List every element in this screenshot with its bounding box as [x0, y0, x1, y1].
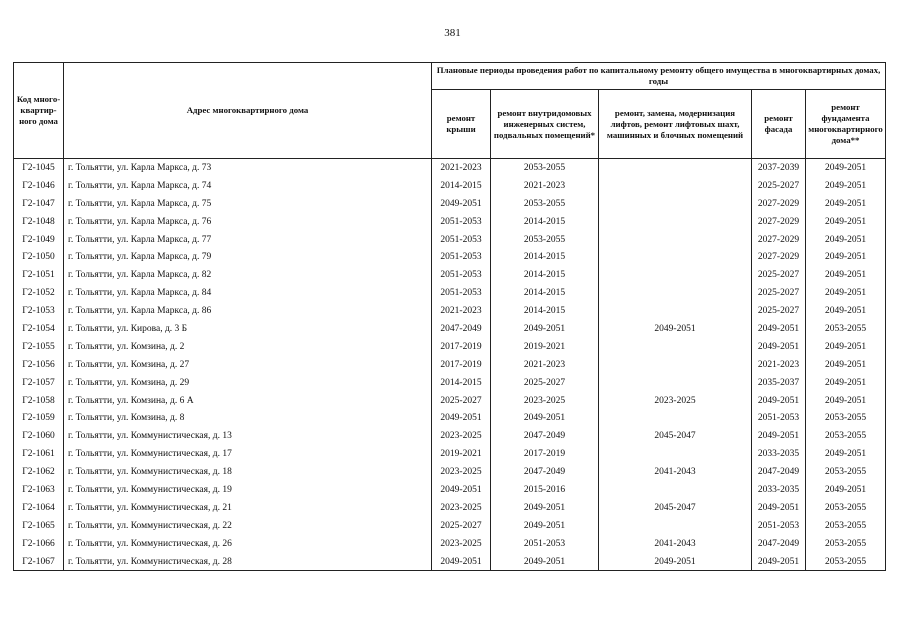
cell-roof: 2049-2051	[432, 553, 491, 571]
cell-facade: 2049-2051	[752, 320, 806, 338]
cell-code: Г2-1062	[14, 463, 64, 481]
cell-foundation: 2049-2051	[806, 248, 886, 266]
cell-elevators	[599, 481, 752, 499]
cell-roof: 2051-2053	[432, 266, 491, 284]
table-row	[14, 231, 886, 249]
table-row	[14, 499, 886, 517]
cell-engineering: 2021-2023	[491, 177, 599, 195]
table-row	[14, 517, 886, 535]
cell-elevators: 2041-2043	[599, 535, 752, 553]
cell-roof: 2025-2027	[432, 517, 491, 535]
cell-elevators	[599, 284, 752, 302]
cell-address: г. Тольятти, ул. Карла Маркса, д. 77	[64, 231, 432, 249]
cell-elevators: 2045-2047	[599, 499, 752, 517]
cell-roof: 2014-2015	[432, 374, 491, 392]
table-body	[14, 159, 886, 571]
cell-elevators	[599, 159, 752, 177]
cell-code: Г2-1059	[14, 409, 64, 427]
cell-roof: 2019-2021	[432, 445, 491, 463]
table-row	[14, 177, 886, 195]
cell-foundation: 2049-2051	[806, 338, 886, 356]
cell-facade: 2049-2051	[752, 499, 806, 517]
cell-elevators	[599, 213, 752, 231]
cell-foundation: 2053-2055	[806, 499, 886, 517]
cell-code: Г2-1050	[14, 248, 64, 266]
cell-foundation: 2049-2051	[806, 177, 886, 195]
cell-code: Г2-1064	[14, 499, 64, 517]
cell-elevators	[599, 338, 752, 356]
cell-facade: 2025-2027	[752, 177, 806, 195]
cell-engineering: 2017-2019	[491, 445, 599, 463]
table-row	[14, 320, 886, 338]
cell-facade: 2025-2027	[752, 266, 806, 284]
cell-foundation: 2053-2055	[806, 463, 886, 481]
cell-facade: 2033-2035	[752, 445, 806, 463]
cell-facade: 2047-2049	[752, 535, 806, 553]
cell-code: Г2-1046	[14, 177, 64, 195]
cell-elevators	[599, 248, 752, 266]
cell-engineering: 2053-2055	[491, 231, 599, 249]
cell-facade: 2035-2037	[752, 374, 806, 392]
cell-engineering: 2014-2015	[491, 284, 599, 302]
table-row	[14, 248, 886, 266]
cell-engineering: 2047-2049	[491, 463, 599, 481]
cell-roof: 2049-2051	[432, 481, 491, 499]
cell-address: г. Тольятти, ул. Коммунистическая, д. 28	[64, 553, 432, 571]
cell-roof: 2025-2027	[432, 392, 491, 410]
cell-address: г. Тольятти, ул. Карла Маркса, д. 74	[64, 177, 432, 195]
cell-roof: 2051-2053	[432, 248, 491, 266]
cell-code: Г2-1048	[14, 213, 64, 231]
cell-address: г. Тольятти, ул. Карла Маркса, д. 79	[64, 248, 432, 266]
cell-elevators	[599, 195, 752, 213]
cell-engineering: 2014-2015	[491, 302, 599, 320]
table-row	[14, 445, 886, 463]
cell-engineering: 2053-2055	[491, 195, 599, 213]
header-code: Код много-квартир-ного дома	[14, 63, 64, 159]
cell-elevators	[599, 517, 752, 535]
cell-code: Г2-1045	[14, 159, 64, 177]
cell-engineering: 2051-2053	[491, 535, 599, 553]
cell-roof: 2051-2053	[432, 231, 491, 249]
cell-address: г. Тольятти, ул. Коммунистическая, д. 26	[64, 535, 432, 553]
cell-elevators: 2045-2047	[599, 427, 752, 445]
cell-code: Г2-1052	[14, 284, 64, 302]
cell-roof: 2051-2053	[432, 213, 491, 231]
cell-code: Г2-1058	[14, 392, 64, 410]
cell-foundation: 2053-2055	[806, 409, 886, 427]
cell-address: г. Тольятти, ул. Комзина, д. 29	[64, 374, 432, 392]
cell-code: Г2-1055	[14, 338, 64, 356]
cell-facade: 2027-2029	[752, 213, 806, 231]
cell-roof: 2014-2015	[432, 177, 491, 195]
header-address: Адрес многоквартирного дома	[64, 63, 432, 159]
cell-code: Г2-1057	[14, 374, 64, 392]
cell-facade: 2049-2051	[752, 392, 806, 410]
cell-foundation: 2049-2051	[806, 213, 886, 231]
cell-roof: 2023-2025	[432, 427, 491, 445]
cell-address: г. Тольятти, ул. Коммунистическая, д. 21	[64, 499, 432, 517]
cell-foundation: 2049-2051	[806, 302, 886, 320]
cell-address: г. Тольятти, ул. Кирова, д. 3 Б	[64, 320, 432, 338]
cell-facade: 2033-2035	[752, 481, 806, 499]
cell-address: г. Тольятти, ул. Карла Маркса, д. 75	[64, 195, 432, 213]
cell-address: г. Тольятти, ул. Карла Маркса, д. 84	[64, 284, 432, 302]
cell-address: г. Тольятти, ул. Коммунистическая, д. 22	[64, 517, 432, 535]
cell-engineering: 2019-2021	[491, 338, 599, 356]
cell-code: Г2-1061	[14, 445, 64, 463]
cell-foundation: 2053-2055	[806, 553, 886, 571]
cell-facade: 2025-2027	[752, 302, 806, 320]
cell-engineering: 2023-2025	[491, 392, 599, 410]
table-row	[14, 553, 886, 571]
table-row	[14, 409, 886, 427]
cell-roof: 2023-2025	[432, 499, 491, 517]
cell-code: Г2-1053	[14, 302, 64, 320]
cell-elevators: 2023-2025	[599, 392, 752, 410]
cell-roof: 2047-2049	[432, 320, 491, 338]
cell-facade: 2027-2029	[752, 248, 806, 266]
table-row	[14, 338, 886, 356]
table-row	[14, 427, 886, 445]
table-row	[14, 374, 886, 392]
cell-roof: 2021-2023	[432, 159, 491, 177]
table-row	[14, 284, 886, 302]
table-row	[14, 356, 886, 374]
cell-engineering: 2049-2051	[491, 320, 599, 338]
table-row	[14, 302, 886, 320]
cell-engineering: 2025-2027	[491, 374, 599, 392]
table-row	[14, 463, 886, 481]
table-row	[14, 535, 886, 553]
cell-roof: 2049-2051	[432, 409, 491, 427]
cell-foundation: 2049-2051	[806, 266, 886, 284]
cell-roof: 2023-2025	[432, 535, 491, 553]
cell-roof: 2017-2019	[432, 356, 491, 374]
cell-facade: 2047-2049	[752, 463, 806, 481]
table-row	[14, 213, 886, 231]
cell-code: Г2-1065	[14, 517, 64, 535]
cell-elevators	[599, 356, 752, 374]
cell-facade: 2049-2051	[752, 427, 806, 445]
cell-foundation: 2053-2055	[806, 427, 886, 445]
page-number: 381	[444, 27, 461, 39]
cell-roof: 2051-2053	[432, 284, 491, 302]
table-row	[14, 481, 886, 499]
cell-address: г. Тольятти, ул. Комзина, д. 6 А	[64, 392, 432, 410]
cell-facade: 2021-2023	[752, 356, 806, 374]
cell-foundation: 2049-2051	[806, 159, 886, 177]
cell-code: Г2-1047	[14, 195, 64, 213]
cell-foundation: 2053-2055	[806, 517, 886, 535]
cell-elevators	[599, 409, 752, 427]
cell-foundation: 2049-2051	[806, 284, 886, 302]
cell-address: г. Тольятти, ул. Карла Маркса, д. 82	[64, 266, 432, 284]
cell-address: г. Тольятти, ул. Коммунистическая, д. 18	[64, 463, 432, 481]
cell-engineering: 2049-2051	[491, 517, 599, 535]
header-group: Плановые периоды проведения работ по капитальному ремонту общего имущества в многоквартирных домах, годы	[432, 63, 886, 90]
cell-foundation: 2049-2051	[806, 481, 886, 499]
cell-elevators: 2049-2051	[599, 553, 752, 571]
table-row	[14, 392, 886, 410]
cell-engineering: 2014-2015	[491, 248, 599, 266]
cell-engineering: 2047-2049	[491, 427, 599, 445]
cell-code: Г2-1056	[14, 356, 64, 374]
cell-code: Г2-1049	[14, 231, 64, 249]
cell-facade: 2051-2053	[752, 409, 806, 427]
table-row	[14, 159, 886, 177]
cell-foundation: 2053-2055	[806, 535, 886, 553]
cell-address: г. Тольятти, ул. Коммунистическая, д. 13	[64, 427, 432, 445]
cell-address: г. Тольятти, ул. Коммунистическая, д. 17	[64, 445, 432, 463]
cell-code: Г2-1054	[14, 320, 64, 338]
cell-elevators: 2049-2051	[599, 320, 752, 338]
cell-code: Г2-1051	[14, 266, 64, 284]
cell-foundation: 2049-2051	[806, 231, 886, 249]
cell-address: г. Тольятти, ул. Карла Маркса, д. 86	[64, 302, 432, 320]
cell-foundation: 2053-2055	[806, 320, 886, 338]
header-roof: ремонт крыши	[432, 90, 491, 159]
cell-facade: 2051-2053	[752, 517, 806, 535]
header-facade: ремонт фасада	[752, 90, 806, 159]
cell-address: г. Тольятти, ул. Комзина, д. 27	[64, 356, 432, 374]
header-elevators: ремонт, замена, модернизация лифтов, ремонт лифтовых шахт, машинных и блочных помещений	[599, 90, 752, 159]
cell-foundation: 2049-2051	[806, 356, 886, 374]
cell-address: г. Тольятти, ул. Комзина, д. 8	[64, 409, 432, 427]
cell-code: Г2-1067	[14, 553, 64, 571]
cell-roof: 2021-2023	[432, 302, 491, 320]
cell-facade: 2027-2029	[752, 195, 806, 213]
cell-code: Г2-1063	[14, 481, 64, 499]
cell-elevators	[599, 266, 752, 284]
cell-engineering: 2014-2015	[491, 266, 599, 284]
table-row	[14, 195, 886, 213]
cell-address: г. Тольятти, ул. Карла Маркса, д. 73	[64, 159, 432, 177]
cell-foundation: 2049-2051	[806, 374, 886, 392]
cell-foundation: 2049-2051	[806, 195, 886, 213]
cell-engineering: 2053-2055	[491, 159, 599, 177]
cell-engineering: 2049-2051	[491, 409, 599, 427]
cell-facade: 2049-2051	[752, 338, 806, 356]
cell-address: г. Тольятти, ул. Карла Маркса, д. 76	[64, 213, 432, 231]
header-foundation: ремонт фундамента многоквартирного дома**	[806, 90, 886, 159]
table-header-row	[14, 63, 886, 90]
cell-engineering: 2021-2023	[491, 356, 599, 374]
cell-address: г. Тольятти, ул. Коммунистическая, д. 19	[64, 481, 432, 499]
cell-code: Г2-1060	[14, 427, 64, 445]
cell-engineering: 2014-2015	[491, 213, 599, 231]
cell-foundation: 2049-2051	[806, 392, 886, 410]
cell-engineering: 2049-2051	[491, 553, 599, 571]
capital-repair-table	[13, 62, 886, 571]
cell-address: г. Тольятти, ул. Комзина, д. 2	[64, 338, 432, 356]
cell-elevators	[599, 445, 752, 463]
cell-elevators	[599, 374, 752, 392]
cell-roof: 2023-2025	[432, 463, 491, 481]
cell-elevators	[599, 231, 752, 249]
cell-engineering: 2015-2016	[491, 481, 599, 499]
cell-foundation: 2049-2051	[806, 445, 886, 463]
cell-facade: 2037-2039	[752, 159, 806, 177]
header-engineering: ремонт внутридомовых инженерных систем, подвальных помещений*	[491, 90, 599, 159]
cell-facade: 2025-2027	[752, 284, 806, 302]
cell-elevators	[599, 302, 752, 320]
cell-facade: 2049-2051	[752, 553, 806, 571]
cell-facade: 2027-2029	[752, 231, 806, 249]
cell-roof: 2049-2051	[432, 195, 491, 213]
cell-code: Г2-1066	[14, 535, 64, 553]
cell-elevators: 2041-2043	[599, 463, 752, 481]
cell-elevators	[599, 177, 752, 195]
cell-roof: 2017-2019	[432, 338, 491, 356]
cell-engineering: 2049-2051	[491, 499, 599, 517]
table-row	[14, 266, 886, 284]
